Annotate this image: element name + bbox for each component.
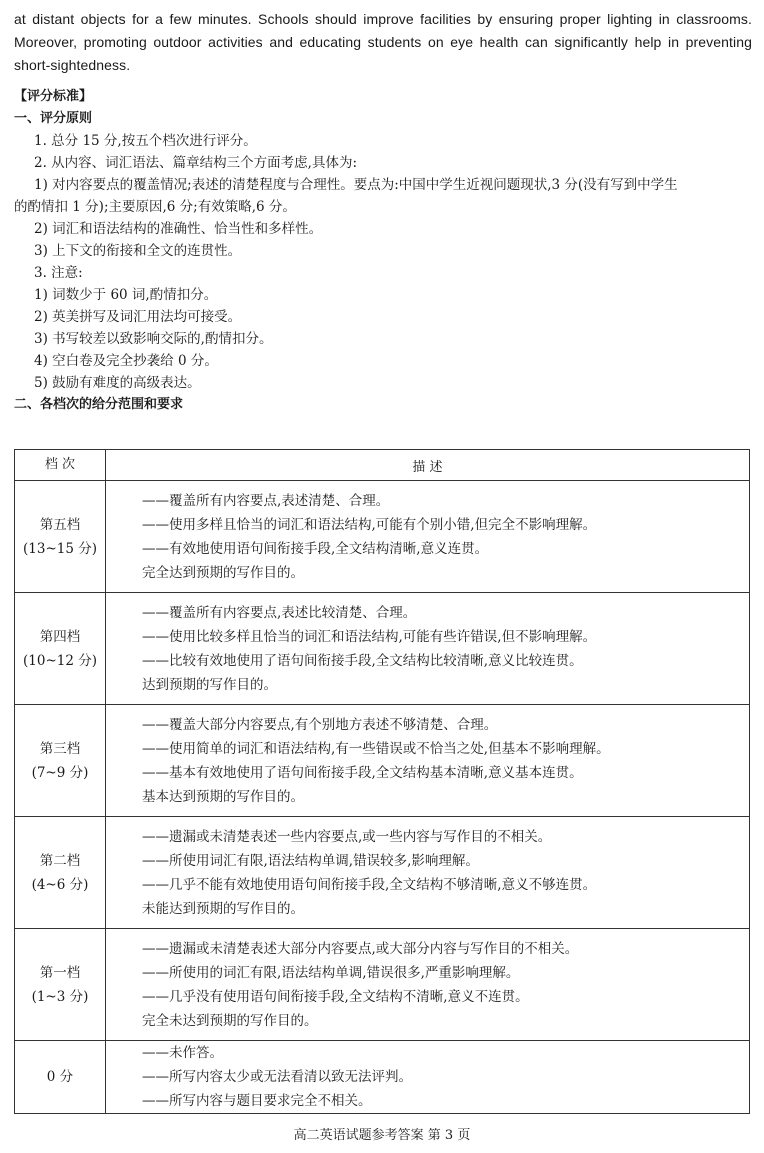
desc-line: 基本达到预期的写作目的。 [142, 788, 304, 805]
section-header: 【评分标准】 [14, 89, 93, 104]
grade-range: (7~9 分) [31, 764, 89, 781]
grade-cell [15, 929, 106, 1041]
desc-cell [106, 817, 750, 929]
principle-3: 3. 注意: [34, 265, 83, 281]
note-item: 4) 空白卷及完全抄袭给 0 分。 [34, 353, 218, 369]
grade-range: (10~12 分) [23, 652, 97, 669]
principle-1: 1. 总分 15 分,按五个档次进行评分。 [34, 133, 257, 149]
desc-cell [106, 929, 750, 1041]
table-header-row [15, 450, 750, 481]
desc-line: ——遗漏或未清楚表述一些内容要点,或一些内容与写作目的不相关。 [142, 828, 552, 845]
desc-line: ——覆盖所有内容要点,表述比较清楚、合理。 [142, 604, 417, 621]
intro-paragraph: at distant objects for a few minutes. Schools should improve facilities by ensuring proper lighting in classrooms. Moreover, promoting outdoor activities and educating students on eye health can significantly help in preventing short-sightedness. [14, 11, 752, 73]
desc-line: ——有效地使用语句间衔接手段,全文结构清晰,意义连贯。 [142, 540, 489, 557]
desc-line: ——几乎不能有效地使用语句间衔接手段,全文结构不够清晰,意义不够连贯。 [142, 876, 597, 893]
grade-cell [15, 1041, 106, 1114]
note-item: 2) 英美拼写及词汇用法均可接受。 [34, 309, 242, 325]
desc-cell [106, 593, 750, 705]
desc-line: ——所使用的词汇有限,语法结构单调,错误很多,严重影响理解。 [142, 964, 520, 981]
note-item: 3) 书写较差以致影响交际的,酌情扣分。 [34, 331, 273, 347]
desc-line: ——比较有效地使用了语句间衔接手段,全文结构比较清晰,意义比较连贯。 [142, 652, 583, 669]
grade-name: 0 分 [46, 1069, 74, 1085]
note-item: 1) 词数少于 60 词,酌情扣分。 [34, 287, 218, 303]
desc-line: ——所写内容与题目要求完全不相关。 [142, 1093, 372, 1109]
grade-name: 第五档 [39, 516, 81, 533]
grade-cell [15, 817, 106, 929]
desc-line: 完全未达到预期的写作目的。 [142, 1012, 318, 1029]
table-row [15, 817, 750, 929]
desc-cell [106, 481, 750, 593]
scoring-criteria-section [14, 86, 754, 416]
grade-range: (1~3 分) [31, 988, 89, 1005]
table-row [15, 705, 750, 817]
desc-cell [106, 1041, 750, 1114]
page-footer: 高二英语试题参考答案 第 3 页 [293, 1128, 471, 1143]
principle-2: 2. 从内容、词汇语法、篇章结构三个方面考虑,具体为: [34, 155, 358, 171]
desc-line: ——使用简单的词汇和语法结构,有一些错误或不恰当之处,但基本不影响理解。 [142, 740, 610, 757]
grade-cell [15, 481, 106, 593]
col-grade-header: 档 次 [15, 450, 106, 481]
table-row [15, 593, 750, 705]
desc-line: 未能达到预期的写作目的。 [142, 900, 304, 917]
principle-2-1b: 的酌情扣 1 分);主要原因,6 分;有效策略,6 分。 [14, 199, 296, 215]
grade-name: 第三档 [39, 740, 81, 757]
desc-line: ——基本有效地使用了语句间衔接手段,全文结构基本清晰,意义基本连贯。 [142, 764, 583, 781]
desc-line: ——覆盖大部分内容要点,有个别地方表述不够清楚、合理。 [142, 716, 498, 733]
grading-table [14, 449, 750, 1114]
principle-2-2: 2) 词汇和语法结构的准确性、恰当性和多样性。 [34, 221, 323, 237]
grade-range: (4~6 分) [31, 876, 89, 893]
grade-name: 第二档 [39, 852, 81, 869]
table-row [15, 929, 750, 1041]
desc-line: ——几乎没有使用语句间衔接手段,全文结构不清晰,意义不连贯。 [142, 988, 529, 1005]
grade-cell [15, 705, 106, 817]
grade-cell [15, 593, 106, 705]
table-row [15, 481, 750, 593]
desc-line: ——使用多样且恰当的词汇和语法结构,可能有个别小错,但完全不影响理解。 [142, 516, 597, 533]
grade-name: 第一档 [39, 964, 81, 981]
principles-title: 一、评分原则 [14, 111, 93, 126]
desc-line: ——所写内容太少或无法看清以致无法评判。 [142, 1069, 412, 1085]
desc-line: 完全达到预期的写作目的。 [142, 564, 304, 581]
desc-line: ——遗漏或未清楚表述大部分内容要点,或大部分内容与写作目的不相关。 [142, 940, 579, 957]
grade-name: 第四档 [39, 628, 81, 645]
principle-2-1a: 1) 对内容要点的覆盖情况;表述的清楚程度与合理性。要点为:中国中学生近视问题现状,3 分(没有写到中学生 [34, 177, 678, 193]
desc-line: ——使用比较多样且恰当的词汇和语法结构,可能有些许错误,但不影响理解。 [142, 628, 597, 645]
desc-line: ——未作答。 [142, 1045, 223, 1061]
desc-line: ——所使用词汇有限,语法结构单调,错误较多,影响理解。 [142, 852, 479, 869]
note-item: 5) 鼓励有难度的高级表达。 [34, 375, 201, 391]
table-row [15, 1041, 750, 1114]
grade-range: (13~15 分) [23, 540, 97, 557]
ranges-title: 二、各档次的给分范围和要求 [14, 397, 184, 412]
col-desc-header: 描 述 [106, 450, 750, 481]
desc-line: ——覆盖所有内容要点,表述清楚、合理。 [142, 492, 390, 509]
desc-line: 达到预期的写作目的。 [142, 676, 277, 693]
desc-cell [106, 705, 750, 817]
principle-2-3: 3) 上下文的衔接和全文的连贯性。 [34, 243, 242, 259]
